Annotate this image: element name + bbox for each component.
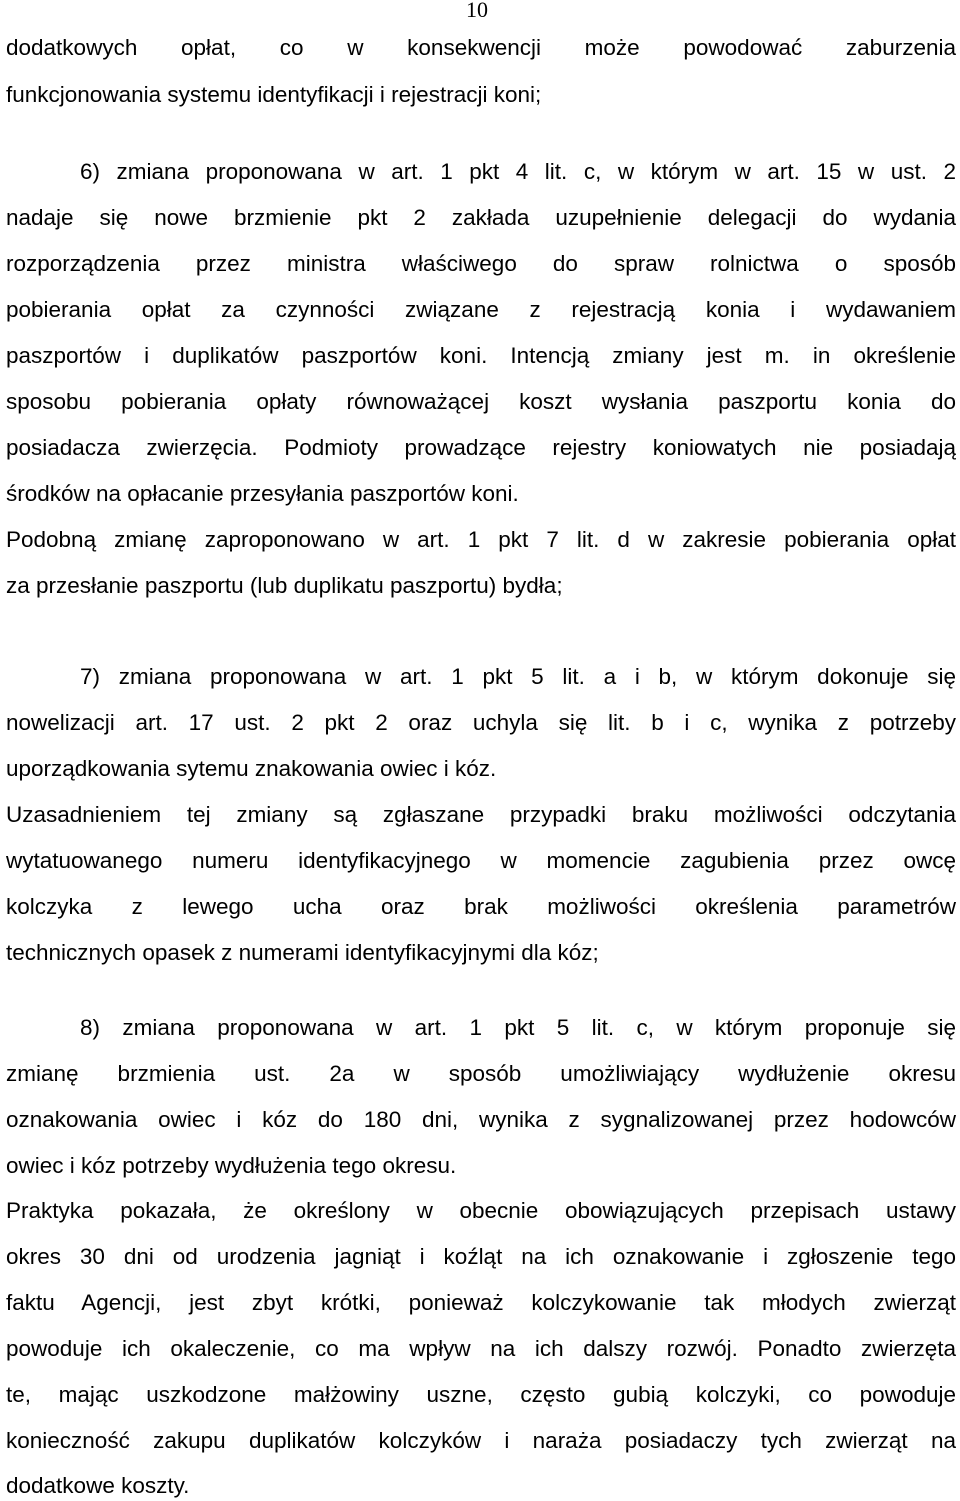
text-line: pobierania opłat za czynności związane z rejestracją konia i wydawaniem [6,297,956,322]
text-line: paszportów i duplikatów paszportów koni. Intencją zmiany jest m. in określenie [6,343,956,368]
text-line: faktu Agencji, jest zbyt krótki, ponieważ kolczykowanie tak młodych zwierząt [6,1290,956,1315]
text-line: uporządkowania sytemu znakowania owiec i kóz. [6,756,497,781]
text-line: sposobu pobierania opłaty równoważącej koszt wysłania paszportu konia do [6,389,956,414]
text-line: funkcjonowania systemu identyfikacji i rejestracji koni; [6,82,542,107]
list-item-7-heading: 7) zmiana proponowana w art. 1 pkt 5 lit. a i b, w którym dokonuje się [80,664,956,689]
text-line: konieczność zakupu duplikatów kolczyków i naraża posiadaczy tych zwierząt na [6,1428,956,1453]
text-line: środków na opłacanie przesyłania paszportów koni. [6,481,519,506]
text-line: oznakowania owiec i kóz do 180 dni, wynika z sygnalizowanej przez hodowców [6,1107,956,1132]
text-line: nadaje się nowe brzmienie pkt 2 zakłada uzupełnienie delegacji do wydania [6,205,956,230]
list-item-8-heading: 8) zmiana proponowana w art. 1 pkt 5 lit. c, w którym proponuje się [80,1015,956,1040]
text-line: dodatkowe koszty. [6,1473,190,1498]
text-line: zmianę brzmienia ust. 2a w sposób umożliwiający wydłużenie okresu [6,1061,956,1086]
text-line: okres 30 dni od urodzenia jagniąt i koźląt na ich oznakowanie i zgłoszenie tego [6,1244,956,1269]
text-line: rozporządzenia przez ministra właściwego do spraw rolnictwa o sposób [6,251,956,276]
text-line: te, mając uszkodzone małżowiny uszne, często gubią kolczyki, co powoduje [6,1382,956,1407]
text-line: owiec i kóz potrzeby wydłużenia tego okresu. [6,1153,457,1178]
text-line: posiadacza zwierzęcia. Podmioty prowadzące rejestry koniowatych nie posiadają [6,435,956,460]
text-line: Podobną zmianę zaproponowano w art. 1 pkt 7 lit. d w zakresie pobierania opłat [6,527,956,552]
text-line: Praktyka pokazała, że określony w obecnie obowiązujących przepisach ustawy [6,1198,956,1223]
text-line: technicznych opasek z numerami identyfikacyjnymi dla kóz; [6,940,599,965]
text-line: dodatkowych opłat, co w konsekwencji może powodować zaburzenia [6,35,956,60]
text-line: powoduje ich okaleczenie, co ma wpływ na ich dalszy rozwój. Ponadto zwierzęta [6,1336,956,1361]
text-line: Uzasadnieniem tej zmiany są zgłaszane przypadki braku możliwości odczytania [6,802,956,827]
page-number: 10 [466,0,488,22]
text-line: nowelizacji art. 17 ust. 2 pkt 2 oraz uchyla się lit. b i c, wynika z potrzeby [6,710,956,735]
text-line: za przesłanie paszportu (lub duplikatu paszportu) bydła; [6,573,563,598]
text-line: kolczyka z lewego ucha oraz brak możliwości określenia parametrów [6,894,956,919]
list-item-6-heading: 6) zmiana proponowana w art. 1 pkt 4 lit. c, w którym w art. 15 w ust. 2 [80,159,956,184]
text-line: wytatuowanego numeru identyfikacyjnego w momencie zagubienia przez owcę [6,848,956,873]
